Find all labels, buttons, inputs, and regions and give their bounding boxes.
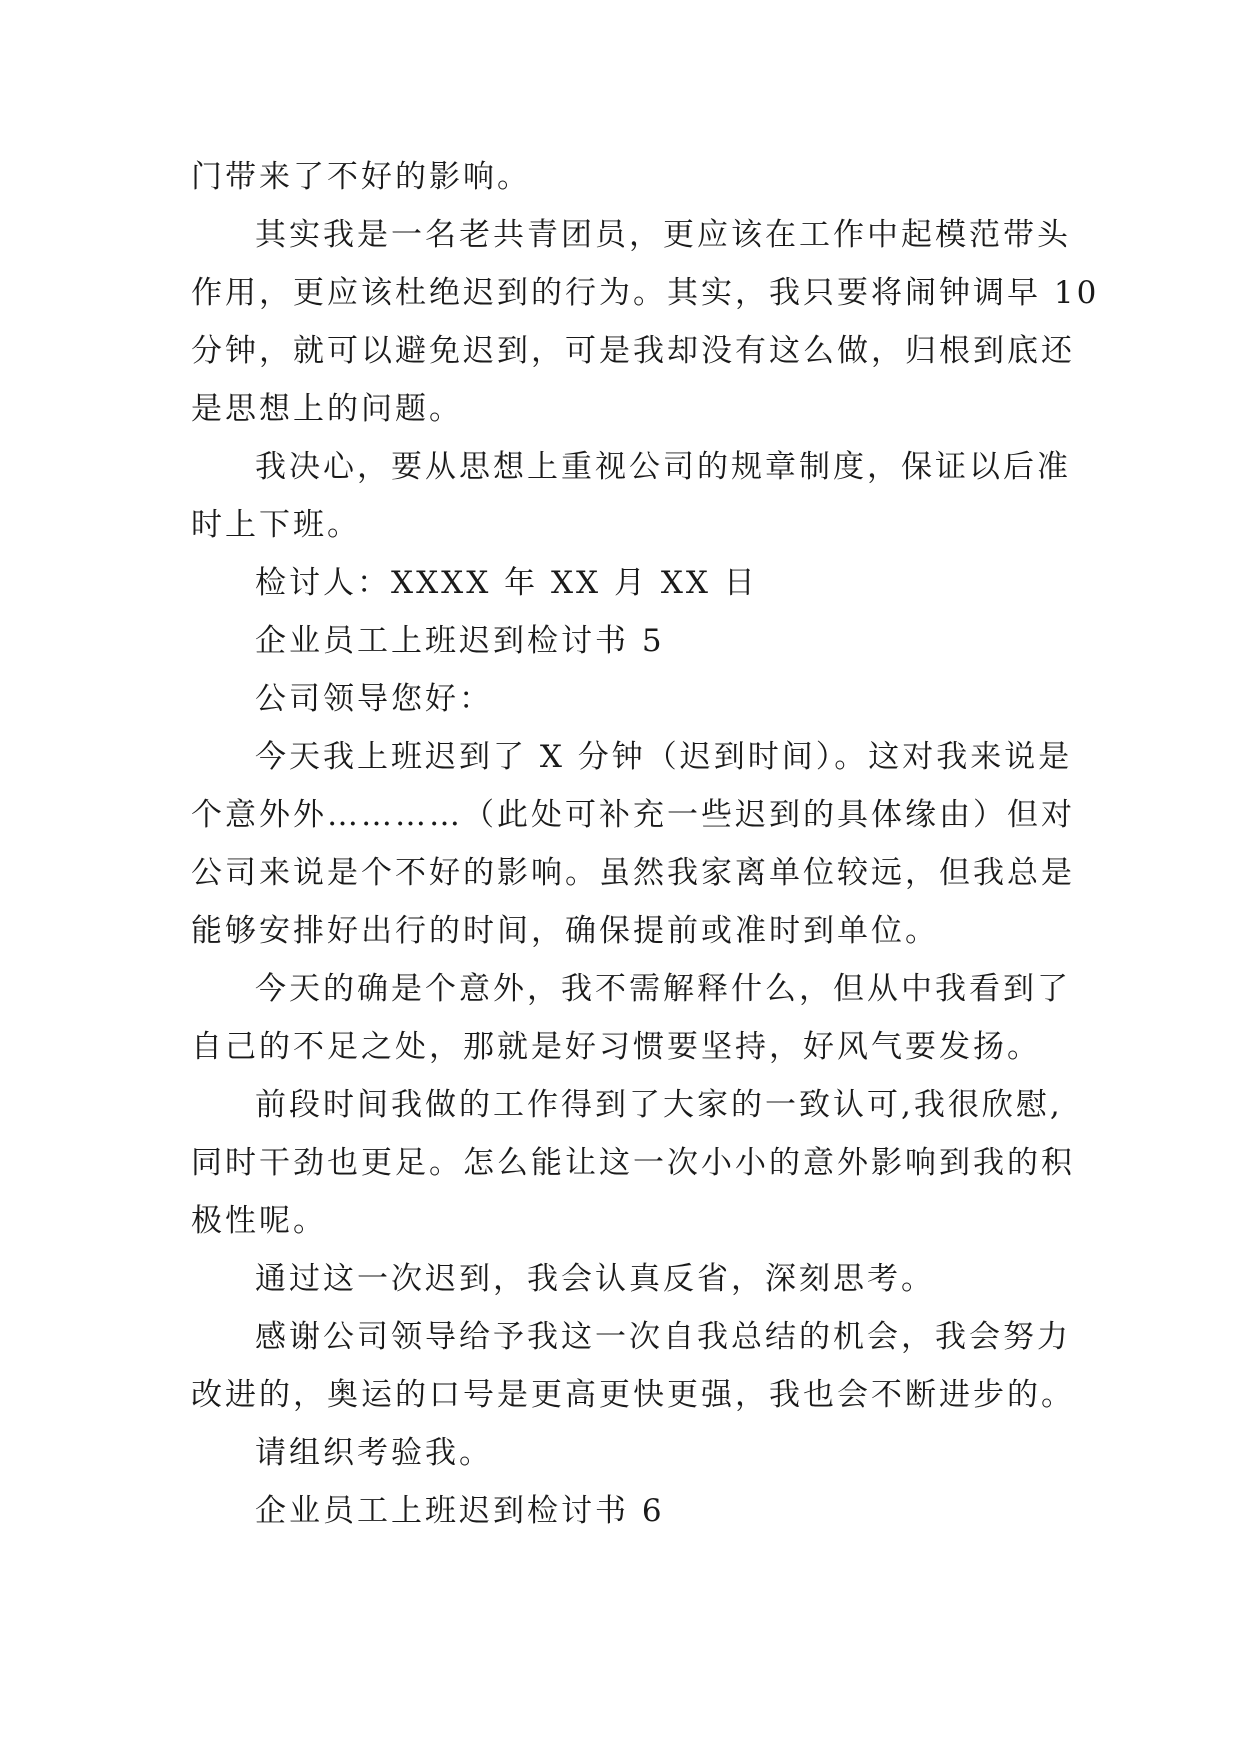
body-text-line: 改进的，奥运的口号是更高更快更强，我也会不断进步的。 [191,1377,1075,1413]
body-text-line: 分钟，就可以避免迟到，可是我却没有这么做，归根到底还 [191,333,1075,369]
paragraph-start: 感谢公司领导给予我这一次自我总结的机会，我会努力 [255,1319,1071,1355]
paragraph-start: 其实我是一名老共青团员，更应该在工作中起模范带头 [255,217,1071,253]
body-text-line: 能够安排好出行的时间，确保提前或准时到单位。 [191,913,939,949]
body-text-line: 是思想上的问题。 [191,391,463,427]
body-text-line: 时上下班。 [191,507,361,543]
paragraph-start: 今天我上班迟到了 X 分钟（迟到时间）。这对我来说是 [255,739,1073,775]
body-text-line: 公司来说是个不好的影响。虽然我家离单位较远，但我总是 [191,855,1075,891]
section-title: 企业员工上班迟到检讨书 5 [255,623,665,659]
paragraph-start: 请组织考验我。 [255,1435,493,1471]
body-text-line: 作用，更应该杜绝迟到的行为。其实，我只要将闹钟调早 10 [191,275,1100,311]
paragraph-start: 我决心，要从思想上重视公司的规章制度，保证以后准 [255,449,1071,485]
body-text-line: 同时干劲也更足。怎么能让这一次小小的意外影响到我的积 [191,1145,1075,1181]
salutation: 公司领导您好： [255,681,493,717]
paragraph-start: 通过这一次迟到，我会认真反省，深刻思考。 [255,1261,935,1297]
body-text-line: 个意外外…………（此处可补充一些迟到的具体缘由）但对 [191,797,1075,833]
section-title: 企业员工上班迟到检讨书 6 [255,1493,665,1529]
body-text-line: 门带来了不好的影响。 [191,159,531,195]
document-body [191,148,1100,1540]
body-text-line: 极性呢。 [191,1203,327,1239]
body-text-line: 自己的不足之处，那就是好习惯要坚持，好风气要发扬。 [191,1029,1041,1065]
signature-line: 检讨人：XXXX 年 XX 月 XX 日 [255,565,758,601]
paragraph-start: 前段时间我做的工作得到了大家的一致认可,我很欣慰, [255,1087,1063,1123]
paragraph-start: 今天的确是个意外，我不需解释什么，但从中我看到了 [255,971,1071,1007]
